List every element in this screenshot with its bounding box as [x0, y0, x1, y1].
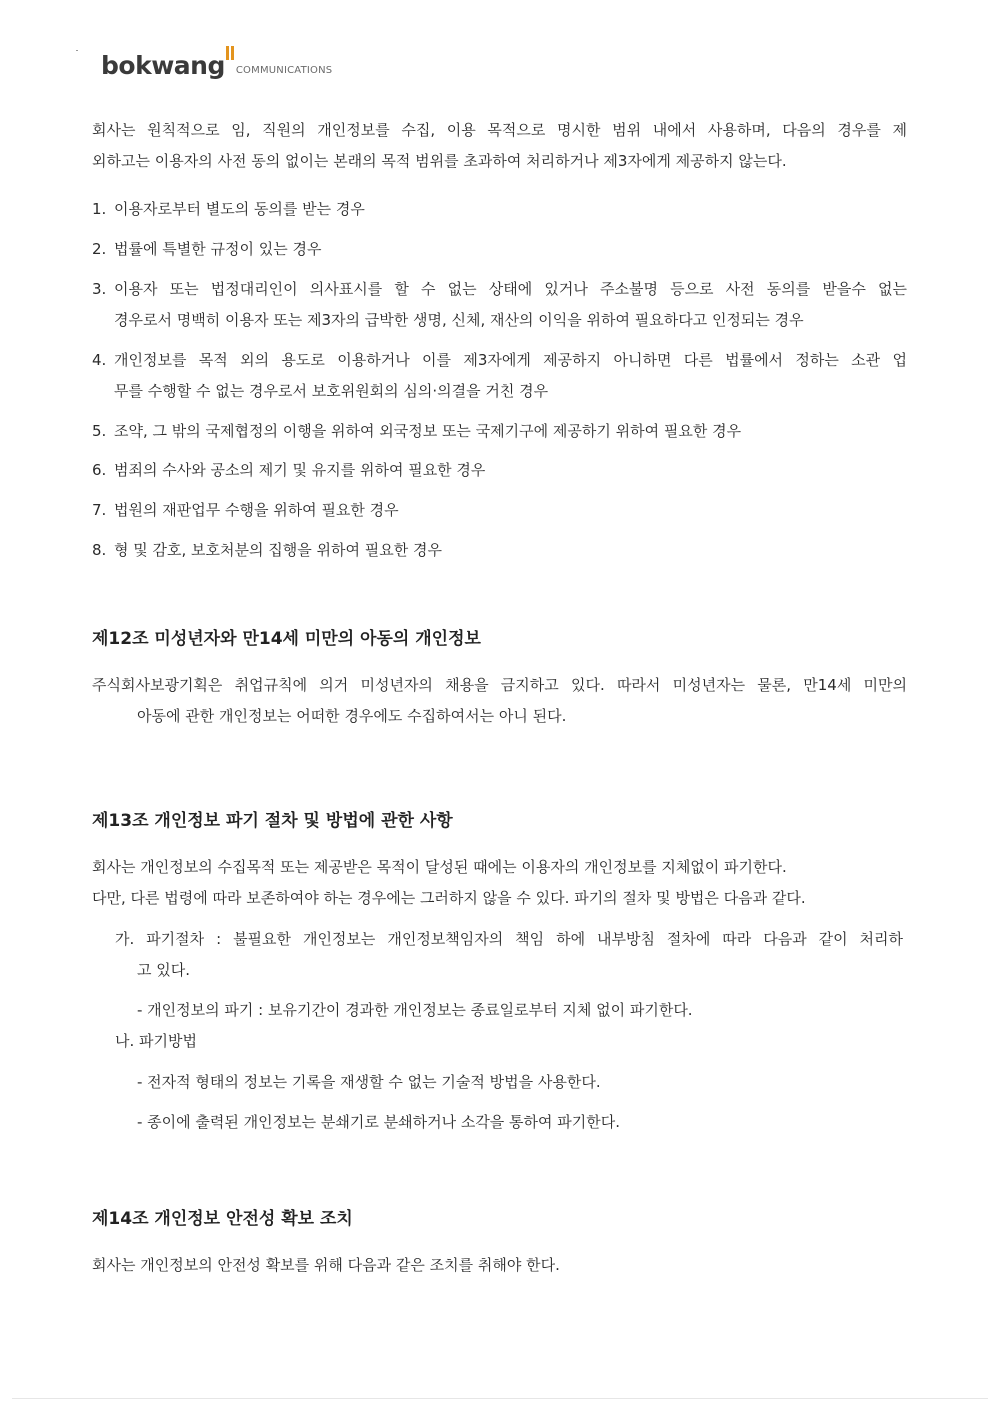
logo-wordmark: bokwang: [101, 51, 225, 80]
article-14-heading: 제14조 개인정보 안전성 확보 조치: [92, 1209, 353, 1229]
intro-line-2: 외하고는 이용자의 사전 동의 없이는 본래의 목적 범위를 초과하여 처리하거나 제3자에게 제공하지 않는다.: [92, 152, 787, 170]
list-number: 3.: [92, 280, 107, 298]
article-13-item-na: 나. 파기방법: [115, 1032, 197, 1050]
logo-subtitle: COMMUNICATIONS: [235, 65, 333, 76]
article-12-line-2: 아동에 관한 개인정보는 어떠한 경우에도 수집하여서는 아니 된다.: [137, 707, 567, 725]
list-number: 1.: [92, 200, 107, 218]
list-text: 조약, 그 밖의 국제협정의 이행을 위하여 외국정보 또는 국제기구에 제공하기 위하여 필요한 경우: [114, 422, 742, 440]
list-text: 법률에 특별한 규정이 있는 경우: [114, 240, 322, 258]
list-number: 5.: [92, 422, 107, 440]
list-item: [92, 416, 907, 447]
article-13-line-2: 다만, 다른 법령에 따라 보존하여야 하는 경우에는 그러하지 않을 수 있다. 파기의 절차 및 방법은 다음과 같다.: [92, 889, 806, 907]
list-item: [92, 274, 907, 336]
logo-accent-icon: [226, 46, 235, 60]
list-text: 개인정보를 목적 외의 용도로 이용하거나 이를 제3자에게 제공하지 아니하면 다른 법률에서 정하는 소관 업: [114, 351, 907, 369]
list-text-continued: 경우로서 명백히 이용자 또는 제3자의 급박한 생명, 신체, 재산의 이익을 위하여 필요하다고 인정되는 경우: [114, 311, 804, 329]
article-13-line-1: 회사는 개인정보의 수집목적 또는 제공받은 목적이 달성된 때에는 이용자의 개인정보를 지체없이 파기한다.: [92, 858, 787, 876]
list-text-continued: 무를 수행할 수 없는 경우로서 보호위원회의 심의·의결을 거친 경우: [114, 382, 549, 400]
article-12-line-1: 주식회사보광기획은 취업규칙에 의거 미성년자의 채용을 금지하고 있다. 따라서 미성년자는 물론, 만14세 미만의: [92, 676, 907, 694]
list-number: 7.: [92, 501, 107, 519]
list-number: 6.: [92, 461, 107, 479]
list-text: 형 및 감호, 보호처분의 집행을 위하여 필요한 경우: [114, 541, 442, 559]
list-item: [92, 535, 907, 566]
company-logo: [101, 46, 332, 80]
article-14-line-1: 회사는 개인정보의 안전성 확보를 위해 다음과 같은 조치를 취해야 한다.: [92, 1256, 560, 1274]
list-item: [92, 345, 907, 407]
list-text: 법원의 재판업무 수행을 위하여 필요한 경우: [114, 501, 399, 519]
page-speck: [76, 50, 78, 51]
list-item: [92, 455, 907, 486]
article-13-item-ga-continued: 고 있다.: [137, 961, 191, 979]
article-13-ga-subitem: - 개인정보의 파기 : 보유기간이 경과한 개인정보는 종료일로부터 지체 없이 파기한다.: [137, 1001, 693, 1019]
page-bottom-divider: [12, 1398, 988, 1399]
article-12-heading: 제12조 미성년자와 만14세 미만의 아동의 개인정보: [92, 629, 481, 649]
article-13-na-subitem: - 종이에 출력된 개인정보는 분쇄기로 분쇄하거나 소각을 통하여 파기한다.: [137, 1113, 621, 1131]
list-item: [92, 495, 907, 526]
article-13-item-ga: 가. 파기절차 : 불필요한 개인정보는 개인정보책임자의 책임 하에 내부방침 절차에 따라 다음과 같이 처리하: [115, 930, 903, 948]
list-item: [92, 194, 907, 225]
article-13-na-subitem: - 전자적 형태의 정보는 기록을 재생할 수 없는 기술적 방법을 사용한다.: [137, 1073, 601, 1091]
list-number: 4.: [92, 351, 107, 369]
list-number: 8.: [92, 541, 107, 559]
list-text: 이용자 또는 법정대리인이 의사표시를 할 수 없는 상태에 있거나 주소불명 등으로 사전 동의를 받을수 없는: [114, 280, 907, 298]
list-number: 2.: [92, 240, 107, 258]
article-13-heading: 제13조 개인정보 파기 절차 및 방법에 관한 사항: [92, 811, 453, 831]
list-text: 범죄의 수사와 공소의 제기 및 유지를 위하여 필요한 경우: [114, 461, 486, 479]
intro-line-1: 회사는 원칙적으로 임, 직원의 개인정보를 수집, 이용 목적으로 명시한 범위 내에서 사용하며, 다음의 경우를 제: [92, 121, 907, 139]
list-item: [92, 234, 907, 265]
list-text: 이용자로부터 별도의 동의를 받는 경우: [114, 200, 365, 218]
